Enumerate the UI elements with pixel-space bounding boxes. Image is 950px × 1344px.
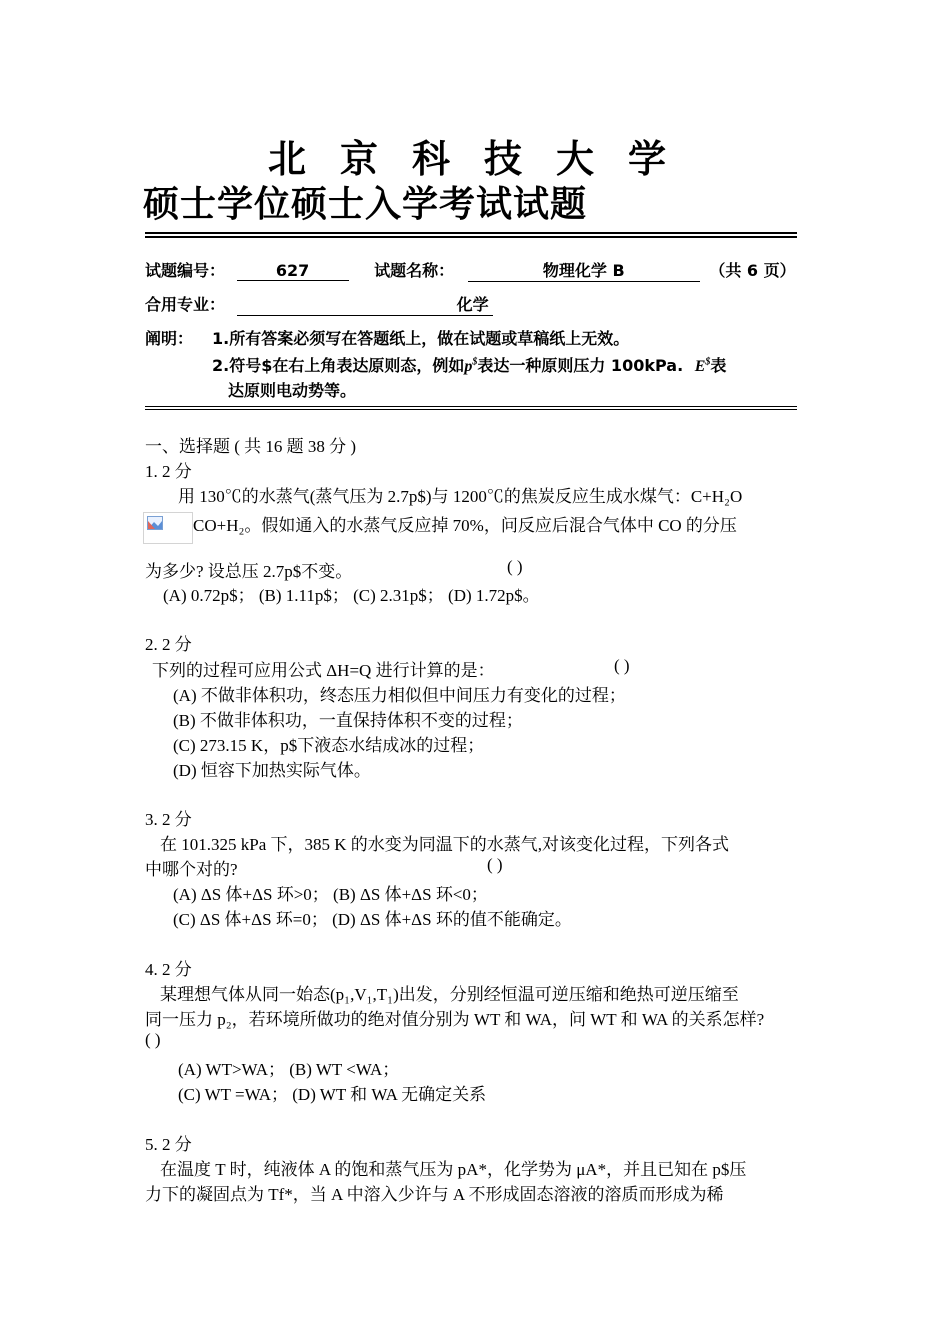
q3-line1: 在 101.325 kPa 下，385 K 的水变为同温下的水蒸气,对该变化过程，下列各式 — [160, 835, 730, 854]
q3-answer-paren: ( ) — [487, 855, 503, 874]
note-2: 2.符号$在右上角表达原则态，例如p$表达一种原则压力 100kPa. E$表 — [212, 356, 727, 375]
broken-image-icon — [147, 516, 163, 530]
q1-answer-paren: ( ) — [507, 557, 523, 576]
q2-number: 2. 2 分 — [145, 635, 192, 654]
q5-number: 5. 2 分 — [145, 1135, 192, 1154]
page-count: （共 6 页） — [709, 261, 796, 280]
q1-number: 1. 2 分 — [145, 462, 192, 481]
q2-option-a: (A) 不做非体积功，终态压力相似但中间压力有变化的过程； — [173, 686, 626, 705]
q4-answer-paren: ( ) — [145, 1030, 161, 1049]
major-label: 合用专业： — [145, 295, 226, 314]
q2-option-d: (D) 恒容下加热实际气体。 — [173, 761, 371, 780]
q1-options: (A) 0.72p$； (B) 1.11p$； (C) 2.31p$； (D) 1.72p$。 — [163, 586, 540, 605]
q4-line2: 同一压力 p₂，若环境所做功的绝对值分别为 WT 和 WA，问 WT 和 WA 的关系怎样? — [145, 1010, 765, 1029]
q4-options-ab: (A) WT>WA； (B) WT <WA； — [178, 1060, 400, 1079]
q4-options-cd: (C) WT =WA； (D) WT 和 WA 无确定关系 — [178, 1085, 487, 1104]
exam-name-label: 试题名称： — [374, 261, 455, 280]
q4-line1: 某理想气体从同一始态(p₁,V₁,T₁)出发，分别经恒温可逆压缩和绝热可逆压缩至 — [160, 985, 739, 1004]
equation-image-placeholder — [143, 512, 193, 544]
q3-options-ab: (A) ΔS 体+ΔS 环>0； (B) ΔS 体+ΔS 环<0； — [173, 885, 488, 904]
exam-code-line — [145, 258, 796, 282]
major-blank — [237, 297, 453, 316]
q5-line1: 在温度 T 时，纯液体 A 的饱和蒸气压为 pA*，化学势为 μA*，并且已知在 p$压 — [160, 1160, 747, 1179]
exam-code-value: 627 — [237, 261, 349, 281]
major-value: 化学 — [453, 292, 493, 316]
q1-line1: 用 130℃的水蒸气(蒸气压为 2.7p$)与 1200℃的焦炭反应生成水煤气：C+H₂O — [178, 487, 743, 506]
notes-label: 阐明： — [145, 329, 194, 348]
header-rule-top-1 — [145, 232, 797, 234]
note-2-cont: 达原则电动势等。 — [228, 381, 357, 400]
q3-options-cd: (C) ΔS 体+ΔS 环=0； (D) ΔS 体+ΔS 环的值不能确定。 — [173, 910, 572, 929]
note-1: 1.所有答案必须写在答题纸上，做在试题或草稿纸上无效。 — [212, 329, 630, 348]
header-rule-bottom-1 — [145, 406, 797, 407]
major-line — [145, 292, 493, 316]
q5-line2: 力下的凝固点为 Tf*，当 A 中溶入少许与 A 不形成固态溶液的溶质而形成为稀 — [145, 1185, 724, 1204]
header-rule-bottom-2 — [145, 409, 797, 410]
q3-line2: 中哪个对的? — [145, 860, 238, 879]
q2-option-b: (B) 不做非体积功，一直保持体积不变的过程； — [173, 711, 523, 730]
q2-answer-paren: ( ) — [614, 656, 630, 675]
q1-line3: 为多少? 设总压 2.7p$不变。 — [145, 562, 353, 581]
header-rule-top-2 — [145, 236, 797, 238]
exam-title: 硕士学位硕士入学考试试题 — [143, 184, 588, 225]
e-standard-symbol: E$ — [694, 356, 711, 375]
p-standard-symbol: p$ — [464, 356, 478, 375]
q1-line2: CO+H₂。假如通入的水蒸气反应掉 70%，问反应后混合气体中 CO 的分压 — [193, 516, 737, 535]
section-title: 一、选择题 ( 共 16 题 38 分 ) — [145, 437, 357, 456]
university-name: 北京科技大学 — [268, 137, 701, 181]
exam-name-value: 物理化学 B — [468, 258, 700, 282]
q3-number: 3. 2 分 — [145, 810, 192, 829]
q2-option-c: (C) 273.15 K，p$下液态水结成冰的过程； — [173, 736, 485, 755]
q4-number: 4. 2 分 — [145, 960, 192, 979]
exam-code-label: 试题编号： — [145, 261, 226, 280]
q2-stem: 下列的过程可应用公式 ΔH=Q 进行计算的是： — [152, 661, 495, 680]
